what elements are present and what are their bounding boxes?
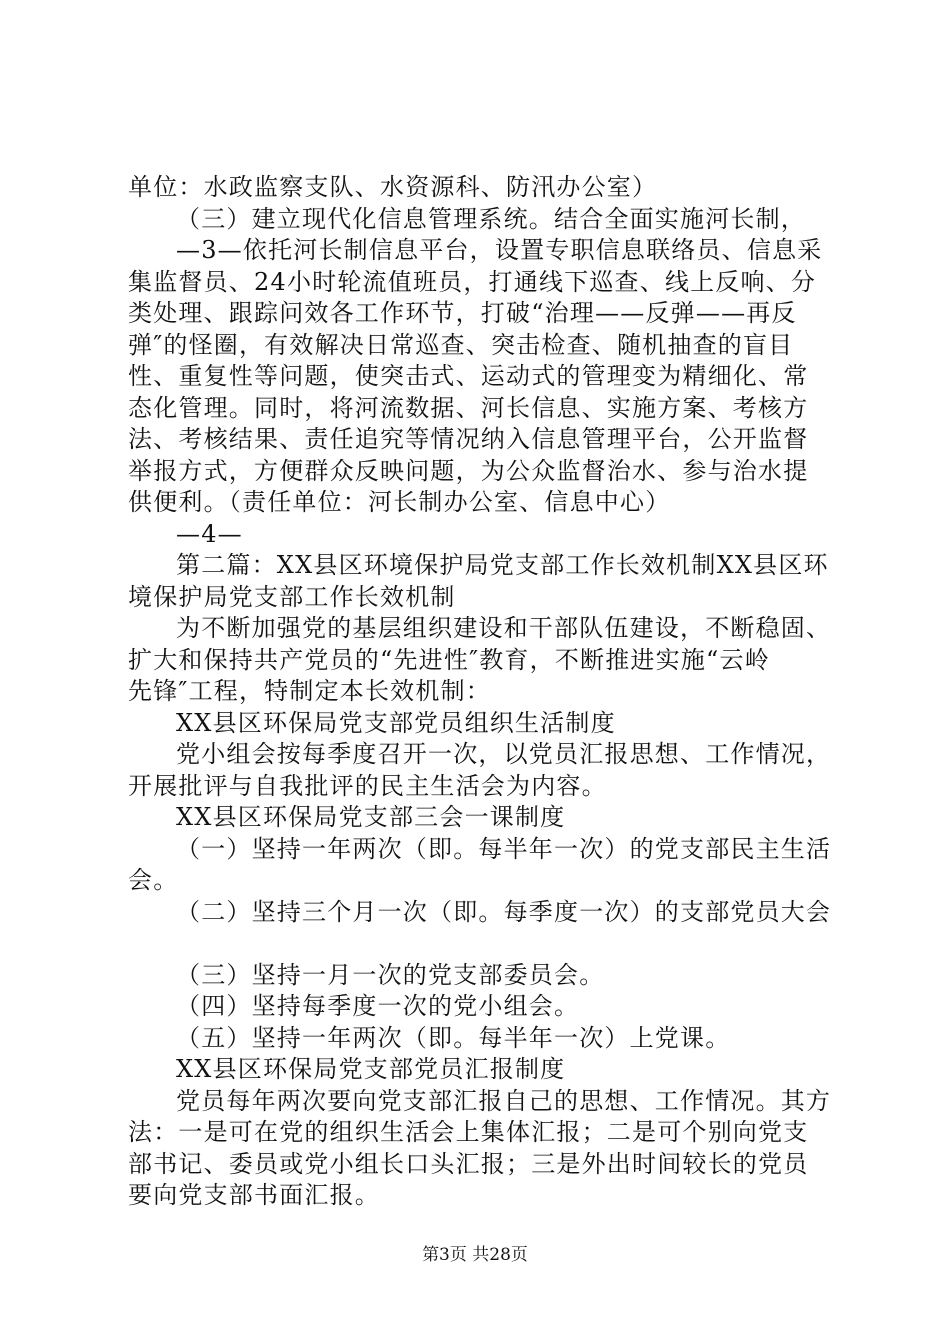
text-line: 态化管理。同时，将河流数据、河长信息、实施方案、考核方 — [128, 393, 809, 422]
text-line: （三）建立现代化信息管理系统。结合全面实施河长制， — [176, 204, 806, 233]
list-item: （三）坚持一月一次的党支部委员会。 — [176, 960, 605, 989]
subsection-title: XX县区环保局党支部党员汇报制度 — [176, 1055, 566, 1083]
section-heading: 第二篇：XX县区环境保护局党支部工作长效机制XX县区环 — [176, 551, 829, 579]
text-line: 供便利。（责任单位：河长制办公室、信息中心） — [128, 488, 671, 516]
list-item: （一）坚持一年两次（即。每半年一次）的党支部民主生活 — [176, 834, 832, 863]
text-line: 集监督员、24小时轮流值班员，打通线下巡查、线上反响、分 — [128, 267, 817, 296]
text-line: 党员每年两次要向党支部汇报自己的思想、工作情况。其方 — [176, 1086, 832, 1115]
text-line: 先锋″工程，特制定本长效机制： — [128, 677, 491, 705]
text-line: 法：一是可在党的组织生活会上集体汇报；二是可个别向党支 — [128, 1118, 809, 1146]
subsection-title: XX县区环保局党支部党员组织生活制度 — [176, 708, 616, 737]
page-footer: 第3页 共28页 — [422, 1245, 528, 1265]
subsection-title: XX县区环保局党支部三会一课制度 — [176, 803, 566, 831]
text-line: 会。 — [128, 866, 179, 894]
section-heading-continued: 境保护局党支部工作长效机制 — [128, 582, 456, 611]
text-line: —3—依托河长制信息平台，设置专职信息联络员、信息采 — [176, 236, 823, 264]
text-line: 弹″的怪圈，有效解决日常巡查、突击检查、随机抽查的盲目 — [128, 330, 794, 359]
text-line: 党小组会按每季度召开一次，以党员汇报思想、工作情况， — [176, 740, 832, 768]
blank-line — [128, 928, 840, 960]
list-item: （四）坚持每季度一次的党小组会。 — [176, 992, 580, 1020]
text-line: 类处理、跟踪问效各工作环节，打破“治理——反弹——再反 — [128, 299, 797, 327]
text-line: 举报方式，方便群众反映问题，为公众监督治水、参与治水提 — [128, 456, 809, 485]
text-line: 要向党支部书面汇报。 — [128, 1181, 380, 1209]
text-line: 开展批评与自我批评的民主生活会为内容。 — [128, 771, 607, 800]
text-line: 扩大和保持共产党员的“先进性″教育，不断推进实施“云岭 — [128, 645, 770, 674]
list-item: （二）坚持三个月一次（即。每季度一次）的支部党员大会 — [176, 897, 832, 926]
text-line: 为不断加强党的基层组织建设和干部队伍建设，不断稳固、 — [176, 614, 832, 642]
document-body — [128, 172, 840, 1212]
text-line: 法、考核结果、责任追究等情况纳入信息管理平台，公开监督 — [128, 425, 809, 453]
text-line: 单位：水政监察支队、水资源科、防汛办公室） — [128, 173, 658, 201]
text-line: 部书记、委员或党小组长口头汇报；三是外出时间较长的党员 — [128, 1149, 809, 1178]
text-line: 性、重复性等问题，使突击式、运动式的管理变为精细化、常 — [128, 362, 809, 390]
page-marker: —4— — [176, 519, 243, 548]
list-item: （五）坚持一年两次（即。每半年一次）上党课。 — [176, 1023, 731, 1052]
